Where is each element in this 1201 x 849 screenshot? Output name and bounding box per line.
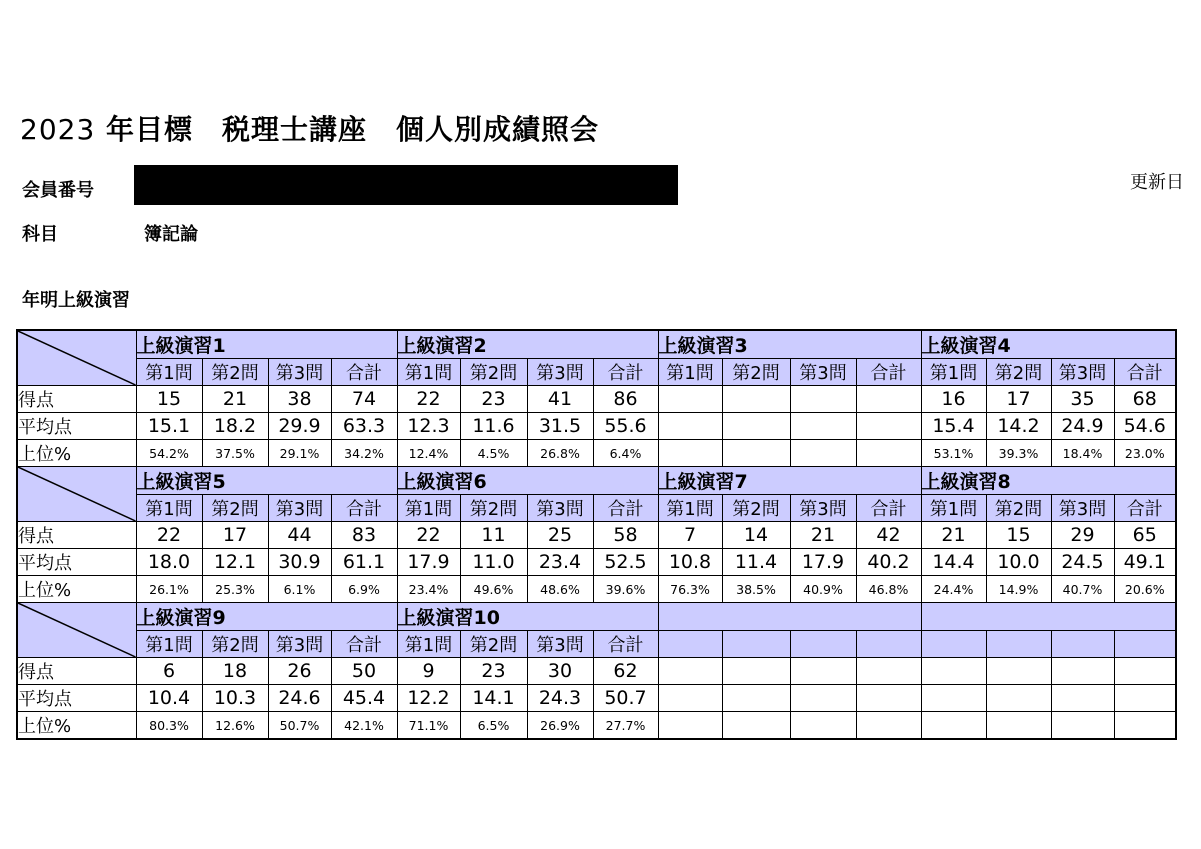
- rank-cell: 76.3%: [658, 576, 722, 603]
- empty-cell: [790, 685, 856, 712]
- question-header-row: [17, 631, 1176, 658]
- question-header: 合計: [593, 631, 658, 658]
- question-header: 第3問: [527, 631, 593, 658]
- question-header: 合計: [856, 359, 921, 386]
- question-header: 第1問: [397, 495, 460, 522]
- rank-cell: 25.3%: [202, 576, 268, 603]
- exam-name: 上級演習1: [136, 330, 397, 359]
- rank-cell: 26.9%: [527, 712, 593, 740]
- average-row: [17, 685, 1176, 712]
- question-header: 第1問: [136, 495, 202, 522]
- rank-cell: 34.2%: [331, 440, 397, 467]
- score-cell: 16: [921, 386, 986, 413]
- row-label: 平均点: [17, 549, 136, 576]
- avg-cell: [658, 413, 722, 440]
- empty-cell: [921, 712, 986, 740]
- rank-cell: 27.7%: [593, 712, 658, 740]
- question-header: 第3問: [1051, 495, 1114, 522]
- question-header: 第3問: [790, 359, 856, 386]
- question-header: 第2問: [202, 631, 268, 658]
- title-text: 年目標 税理士講座 個人別成績照会: [106, 113, 600, 146]
- score-cell: 42: [856, 522, 921, 549]
- corner-cell: [17, 467, 136, 522]
- question-header: 合計: [331, 631, 397, 658]
- score-cell: 9: [397, 658, 460, 685]
- score-cell: 58: [593, 522, 658, 549]
- question-header: 第3問: [1051, 359, 1114, 386]
- empty-cell: [921, 685, 986, 712]
- score-cell: 74: [331, 386, 397, 413]
- avg-cell: [722, 413, 790, 440]
- avg-cell: 63.3: [331, 413, 397, 440]
- empty-question-header: [722, 631, 790, 658]
- exam-header-row: [17, 603, 1176, 631]
- empty-question-header: [658, 631, 722, 658]
- score-cell: 17: [986, 386, 1051, 413]
- rank-cell: 6.1%: [268, 576, 331, 603]
- avg-cell: 18.2: [202, 413, 268, 440]
- avg-cell: 24.3: [527, 685, 593, 712]
- rank-cell: 40.7%: [1051, 576, 1114, 603]
- empty-cell: [856, 658, 921, 685]
- question-header: 合計: [593, 359, 658, 386]
- rank-cell: 14.9%: [986, 576, 1051, 603]
- score-cell: 6: [136, 658, 202, 685]
- question-header: 合計: [593, 495, 658, 522]
- question-header: 第3問: [790, 495, 856, 522]
- score-cell: 22: [136, 522, 202, 549]
- empty-cell: [1051, 658, 1114, 685]
- question-header: 第2問: [722, 359, 790, 386]
- empty-cell: [856, 685, 921, 712]
- empty-question-header: [1114, 631, 1176, 658]
- empty-question-header: [986, 631, 1051, 658]
- avg-cell: 14.2: [986, 413, 1051, 440]
- subject-value: 簿記論: [144, 224, 198, 245]
- score-row: [17, 522, 1176, 549]
- score-cell: 15: [986, 522, 1051, 549]
- question-header: 第3問: [268, 495, 331, 522]
- avg-cell: 15.1: [136, 413, 202, 440]
- exam-name: 上級演習2: [397, 330, 658, 359]
- score-cell: 62: [593, 658, 658, 685]
- score-cell: [722, 386, 790, 413]
- rank-cell: 6.9%: [331, 576, 397, 603]
- avg-cell: 30.9: [268, 549, 331, 576]
- empty-exam-header: [921, 603, 1176, 631]
- score-cell: 41: [527, 386, 593, 413]
- question-header: 第2問: [202, 495, 268, 522]
- row-label: 平均点: [17, 413, 136, 440]
- rank-cell: 37.5%: [202, 440, 268, 467]
- score-cell: 18: [202, 658, 268, 685]
- rank-cell: 39.3%: [986, 440, 1051, 467]
- question-header: 第2問: [460, 631, 527, 658]
- rank-row: [17, 712, 1176, 740]
- score-cell: 68: [1114, 386, 1176, 413]
- avg-cell: 17.9: [790, 549, 856, 576]
- empty-cell: [722, 658, 790, 685]
- avg-cell: 61.1: [331, 549, 397, 576]
- title-year: 2023: [20, 113, 96, 146]
- rank-cell: [856, 440, 921, 467]
- row-label: 平均点: [17, 685, 136, 712]
- empty-cell: [1114, 685, 1176, 712]
- score-cell: 17: [202, 522, 268, 549]
- question-header: 第1問: [136, 359, 202, 386]
- rank-cell: 24.4%: [921, 576, 986, 603]
- exam-name: 上級演習5: [136, 467, 397, 495]
- score-cell: 29: [1051, 522, 1114, 549]
- row-label: 上位%: [17, 576, 136, 603]
- subject-label: 科目: [22, 224, 58, 245]
- row-label: 上位%: [17, 712, 136, 740]
- empty-cell: [986, 685, 1051, 712]
- score-cell: [856, 386, 921, 413]
- question-header: 第1問: [921, 359, 986, 386]
- average-row: [17, 549, 1176, 576]
- exam-header-row: [17, 467, 1176, 495]
- empty-cell: [658, 685, 722, 712]
- score-cell: 83: [331, 522, 397, 549]
- question-header: 第1問: [397, 359, 460, 386]
- empty-question-header: [1051, 631, 1114, 658]
- rank-cell: 12.4%: [397, 440, 460, 467]
- rank-cell: 40.9%: [790, 576, 856, 603]
- score-cell: 35: [1051, 386, 1114, 413]
- empty-cell: [986, 712, 1051, 740]
- rank-cell: 12.6%: [202, 712, 268, 740]
- avg-cell: 40.2: [856, 549, 921, 576]
- score-cell: 38: [268, 386, 331, 413]
- avg-cell: 12.1: [202, 549, 268, 576]
- rank-cell: 26.1%: [136, 576, 202, 603]
- question-header: 第3問: [268, 359, 331, 386]
- question-header: 第1問: [658, 359, 722, 386]
- question-header: 合計: [1114, 359, 1176, 386]
- rank-cell: 6.4%: [593, 440, 658, 467]
- empty-cell: [722, 685, 790, 712]
- rank-cell: 80.3%: [136, 712, 202, 740]
- exam-name: 上級演習4: [921, 330, 1176, 359]
- empty-cell: [658, 658, 722, 685]
- exam-name: 上級演習3: [658, 330, 921, 359]
- empty-cell: [658, 712, 722, 740]
- avg-cell: 12.2: [397, 685, 460, 712]
- rank-cell: 23.0%: [1114, 440, 1176, 467]
- exam-name: 上級演習8: [921, 467, 1176, 495]
- score-cell: [790, 386, 856, 413]
- avg-cell: 24.5: [1051, 549, 1114, 576]
- empty-question-header: [856, 631, 921, 658]
- rank-cell: 48.6%: [527, 576, 593, 603]
- empty-cell: [1051, 685, 1114, 712]
- score-cell: 30: [527, 658, 593, 685]
- question-header: 第2問: [460, 495, 527, 522]
- empty-cell: [790, 658, 856, 685]
- avg-cell: 10.8: [658, 549, 722, 576]
- row-label: 得点: [17, 386, 136, 413]
- empty-exam-header: [658, 603, 921, 631]
- member-number-label: 会員番号: [22, 180, 94, 201]
- avg-cell: 23.4: [527, 549, 593, 576]
- empty-cell: [1051, 712, 1114, 740]
- rank-cell: 20.6%: [1114, 576, 1176, 603]
- rank-cell: 18.4%: [1051, 440, 1114, 467]
- question-header-row: [17, 359, 1176, 386]
- rank-cell: 46.8%: [856, 576, 921, 603]
- avg-cell: [790, 413, 856, 440]
- score-cell: [658, 386, 722, 413]
- score-row: [17, 386, 1176, 413]
- score-cell: 11: [460, 522, 527, 549]
- question-header: 第2問: [986, 495, 1051, 522]
- avg-cell: 15.4: [921, 413, 986, 440]
- score-row: [17, 658, 1176, 685]
- exam-name: 上級演習10: [397, 603, 658, 631]
- question-header: 合計: [331, 495, 397, 522]
- score-cell: 15: [136, 386, 202, 413]
- avg-cell: 11.6: [460, 413, 527, 440]
- score-cell: 23: [460, 386, 527, 413]
- question-header: 合計: [856, 495, 921, 522]
- rank-cell: 54.2%: [136, 440, 202, 467]
- score-cell: 21: [790, 522, 856, 549]
- score-cell: 22: [397, 386, 460, 413]
- avg-cell: 24.6: [268, 685, 331, 712]
- avg-cell: 12.3: [397, 413, 460, 440]
- avg-cell: 10.0: [986, 549, 1051, 576]
- score-cell: 23: [460, 658, 527, 685]
- question-header: 第1問: [397, 631, 460, 658]
- member-number-redaction: [134, 165, 678, 205]
- exam-header-row: [17, 330, 1176, 359]
- score-cell: 21: [921, 522, 986, 549]
- avg-cell: 10.3: [202, 685, 268, 712]
- rank-cell: 4.5%: [460, 440, 527, 467]
- score-cell: 26: [268, 658, 331, 685]
- empty-question-header: [921, 631, 986, 658]
- empty-cell: [856, 712, 921, 740]
- score-cell: 65: [1114, 522, 1176, 549]
- avg-cell: 10.4: [136, 685, 202, 712]
- row-label: 上位%: [17, 440, 136, 467]
- rank-row: [17, 440, 1176, 467]
- avg-cell: 45.4: [331, 685, 397, 712]
- rank-cell: [658, 440, 722, 467]
- question-header: 合計: [1114, 495, 1176, 522]
- question-header: 第3問: [527, 495, 593, 522]
- avg-cell: 11.4: [722, 549, 790, 576]
- average-row: [17, 413, 1176, 440]
- row-label: 得点: [17, 658, 136, 685]
- avg-cell: 49.1: [1114, 549, 1176, 576]
- avg-cell: 24.9: [1051, 413, 1114, 440]
- score-table: [16, 329, 1177, 740]
- score-cell: 50: [331, 658, 397, 685]
- empty-cell: [1114, 712, 1176, 740]
- exam-name: 上級演習6: [397, 467, 658, 495]
- updated-label: 更新日: [1130, 172, 1184, 193]
- avg-cell: 29.9: [268, 413, 331, 440]
- question-header: 合計: [331, 359, 397, 386]
- question-header: 第2問: [986, 359, 1051, 386]
- rank-cell: 29.1%: [268, 440, 331, 467]
- rank-cell: 26.8%: [527, 440, 593, 467]
- score-cell: 14: [722, 522, 790, 549]
- avg-cell: 14.4: [921, 549, 986, 576]
- avg-cell: 31.5: [527, 413, 593, 440]
- question-header: 第3問: [527, 359, 593, 386]
- rank-cell: 23.4%: [397, 576, 460, 603]
- avg-cell: 55.6: [593, 413, 658, 440]
- score-cell: 22: [397, 522, 460, 549]
- question-header: 第2問: [460, 359, 527, 386]
- corner-cell: [17, 603, 136, 658]
- rank-cell: 53.1%: [921, 440, 986, 467]
- page-title: [20, 108, 599, 148]
- exam-name: 上級演習9: [136, 603, 397, 631]
- avg-cell: 14.1: [460, 685, 527, 712]
- avg-cell: 54.6: [1114, 413, 1176, 440]
- row-label: 得点: [17, 522, 136, 549]
- question-header: 第1問: [136, 631, 202, 658]
- empty-question-header: [790, 631, 856, 658]
- empty-cell: [986, 658, 1051, 685]
- empty-cell: [1114, 658, 1176, 685]
- avg-cell: 18.0: [136, 549, 202, 576]
- question-header: 第1問: [921, 495, 986, 522]
- rank-cell: 39.6%: [593, 576, 658, 603]
- rank-cell: 38.5%: [722, 576, 790, 603]
- avg-cell: 50.7: [593, 685, 658, 712]
- empty-cell: [790, 712, 856, 740]
- corner-cell: [17, 330, 136, 386]
- rank-cell: 6.5%: [460, 712, 527, 740]
- rank-cell: 71.1%: [397, 712, 460, 740]
- score-cell: 25: [527, 522, 593, 549]
- question-header: 第2問: [202, 359, 268, 386]
- empty-cell: [722, 712, 790, 740]
- avg-cell: 17.9: [397, 549, 460, 576]
- rank-cell: 49.6%: [460, 576, 527, 603]
- avg-cell: 11.0: [460, 549, 527, 576]
- rank-row: [17, 576, 1176, 603]
- section-title: 年明上級演習: [22, 290, 130, 311]
- rank-cell: 50.7%: [268, 712, 331, 740]
- rank-cell: [722, 440, 790, 467]
- score-cell: 21: [202, 386, 268, 413]
- question-header: 第3問: [268, 631, 331, 658]
- avg-cell: 52.5: [593, 549, 658, 576]
- question-header: 第1問: [658, 495, 722, 522]
- avg-cell: [856, 413, 921, 440]
- score-cell: 44: [268, 522, 331, 549]
- empty-cell: [921, 658, 986, 685]
- score-cell: 7: [658, 522, 722, 549]
- question-header: 第2問: [722, 495, 790, 522]
- rank-cell: 42.1%: [331, 712, 397, 740]
- question-header-row: [17, 495, 1176, 522]
- rank-cell: [790, 440, 856, 467]
- score-cell: 86: [593, 386, 658, 413]
- exam-name: 上級演習7: [658, 467, 921, 495]
